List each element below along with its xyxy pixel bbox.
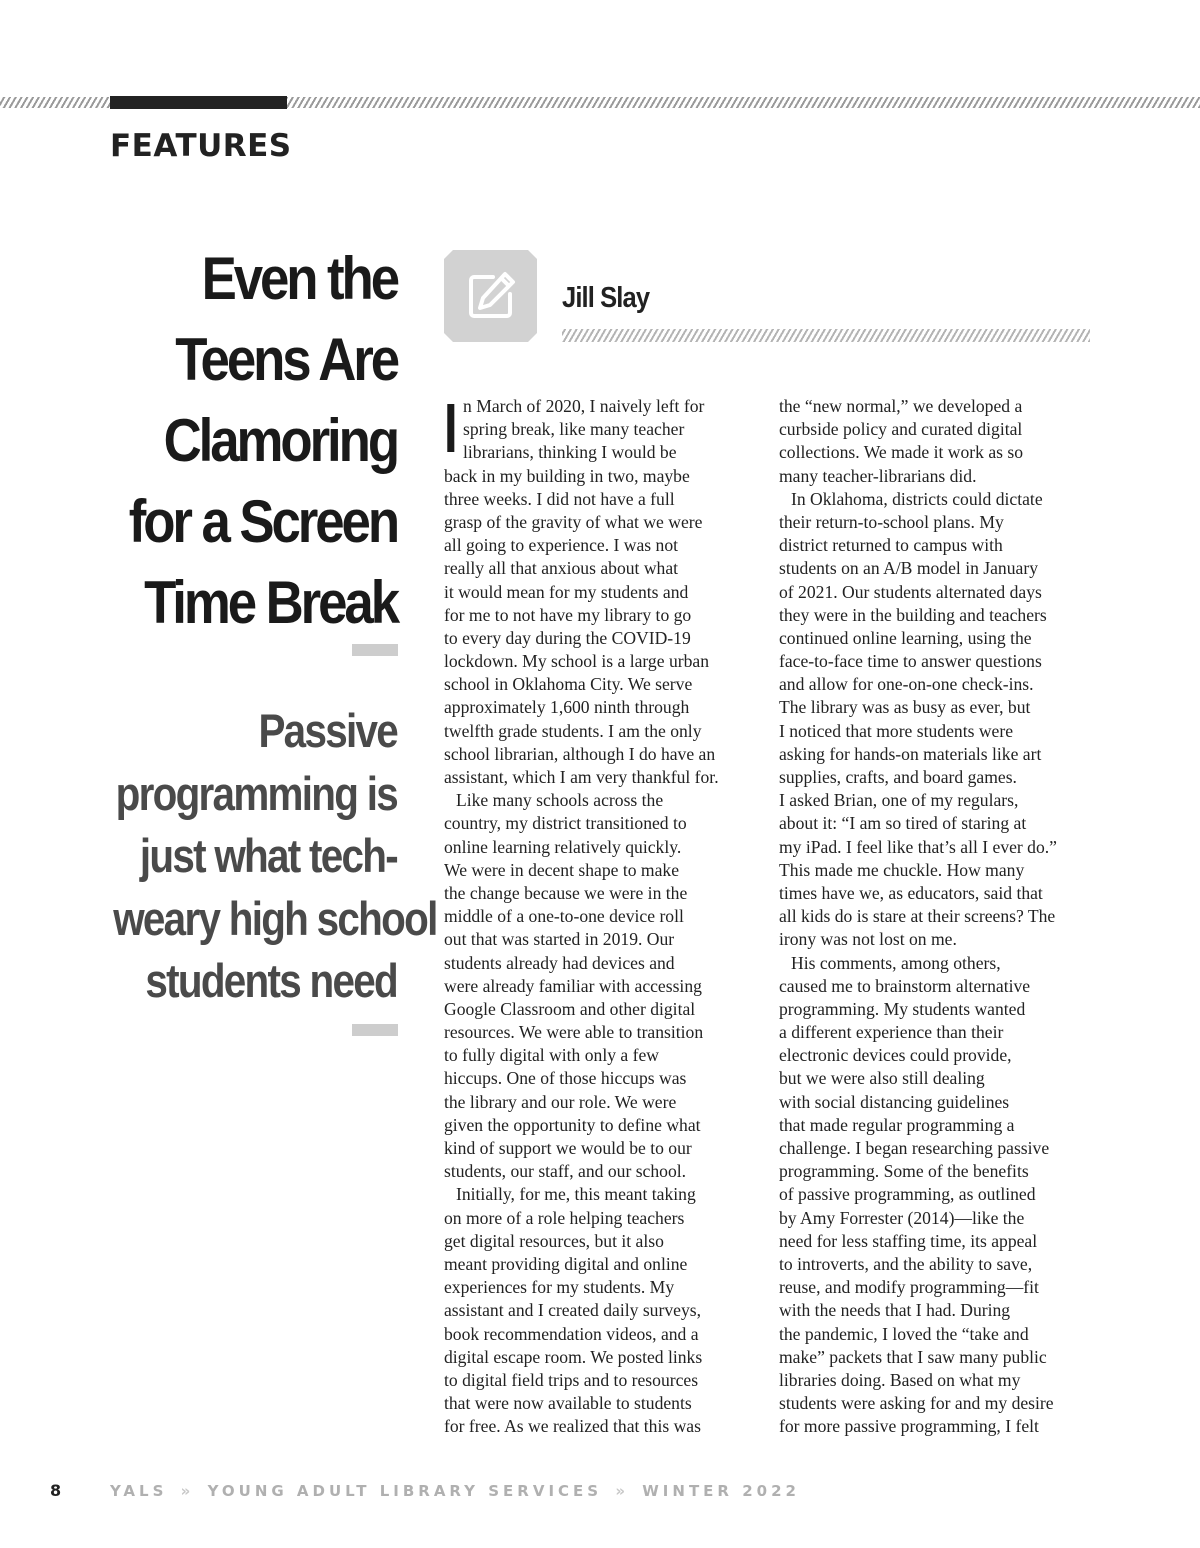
body-line: of passive programming, as outlined [779,1184,1036,1205]
page-footer [0,1478,1200,1504]
journal-name: YOUNG ADULT LIBRARY SERVICES [207,1482,603,1500]
body-line: that were now available to students [444,1393,692,1414]
body-line: for free. As we realized that this was [444,1416,701,1437]
body-line: back in my building in two, maybe [444,465,690,486]
subtitle-line: weary high school [113,891,437,945]
body-line: libraries doing. Based on what my [779,1369,1021,1390]
body-line: kind of support we would be to our [444,1138,692,1158]
subtitle-line: students need [145,954,397,1007]
body-line: students were asking for and my desire [779,1393,1054,1414]
body-line: irony was not lost on me. [779,929,957,950]
body-line: to fully digital with only a few [444,1045,659,1066]
author-name: Jill Slay [562,282,650,314]
body-line: continued online learning, using the [779,627,1032,648]
body-line: collections. We made it work as so [779,442,1024,463]
body-line: librarians, thinking I would be [463,442,677,463]
body-line: the “new normal,” we developed a [779,396,1023,416]
body-line: to introverts, and the ability to save, [779,1253,1033,1274]
article-title [107,238,397,643]
body-line: school librarian, although I do have an [444,743,716,764]
body-line: challenge. I began researching passive [779,1138,1050,1158]
body-line: all going to experience. I was not [444,535,679,556]
body-line: make” packets that I saw many public [779,1346,1047,1367]
body-line: face-to-face time to answer questions [779,651,1042,672]
body-line: programming. Some of the benefits [779,1161,1029,1182]
body-line: school in Oklahoma City. We serve [444,674,693,695]
body-line: the library and our role. We were [444,1091,677,1112]
body-line: their return-to-school plans. My [779,511,1004,532]
body-line: district returned to campus with [779,535,1003,556]
body-line: grasp of the gravity of what we were [444,511,703,532]
body-line: students on an A/B model in January [779,558,1038,579]
body-column-left [444,389,760,1438]
body-line: reuse, and modify programming—fit [779,1277,1039,1298]
body-line: really all that anxious about what [444,558,679,579]
body-line: experiences for my students. My [444,1277,675,1298]
body-line: book recommendation videos, and a [444,1323,699,1344]
subtitle-line: Passive [258,704,397,757]
body-line: were already familiar with accessing [444,975,702,996]
body-line: three weeks. I did not have a full [444,488,675,509]
body-line: and allow for one-on-one check-ins. [779,674,1034,695]
body-line: electronic devices could provide, [779,1045,1012,1066]
title-divider [352,644,398,656]
body-line: We were in decent shape to make [444,859,680,880]
body-line: The library was as busy as ever, but [779,697,1031,718]
subtitle-line: programming is [115,766,397,820]
body-line: the pandemic, I loved the “take and [779,1323,1029,1344]
body-line: my iPad. I feel like that’s all I ever do.” [779,836,1057,857]
body-column-right [779,395,1095,1438]
section-accent-bar [110,96,287,109]
body-line: of 2021. Our students alternated days [779,581,1042,602]
body-line: given the opportunity to define what [444,1114,701,1135]
body-line: all kids do is stare at their screens? The [779,906,1056,927]
body-line: Google Classroom and other digital [444,998,696,1019]
body-line: n March of 2020, I naively left for [463,396,705,416]
body-line: that made regular programming a [779,1114,1015,1135]
body-line: to every day during the COVID-19 [444,627,691,648]
issue-label: WINTER 2022 [642,1482,800,1500]
subtitle-line: just what tech- [139,829,397,882]
running-head [110,1478,800,1504]
body-line: I noticed that more students were [779,720,1014,741]
body-line: caused me to brainstorm alternative [779,975,1031,996]
body-line: they were in the building and teachers [779,604,1047,625]
body-line: it would mean for my students and [444,581,689,602]
body-line: programming. My students wanted [779,998,1026,1019]
body-line: I asked Brian, one of my regulars, [779,790,1019,811]
body-line: with social distancing guidelines [779,1091,1010,1112]
body-line: resources. We were able to transition [444,1022,704,1043]
body-line: about it: “I am so tired of staring at [779,813,1027,834]
body-line: out that was started in 2019. Our [444,929,675,950]
body-line: many teacher-librarians did. [779,465,977,486]
body-line: the change because we were in the [444,882,688,903]
body-line: digital escape room. We posted links [444,1346,703,1367]
body-line: middle of a one-to-one device roll [444,906,684,927]
body-line: curbside policy and curated digital [779,419,1023,440]
body-line: supplies, crafts, and board games. [779,767,1017,787]
edit-pencil-icon [444,250,537,342]
body-line: approximately 1,600 ninth through [444,697,690,718]
separator: » [615,1482,630,1500]
title-line: Clamoring [163,407,397,474]
body-line: twelfth grade students. I am the only [444,720,702,741]
body-line: by Amy Forrester (2014)—like the [779,1207,1025,1228]
title-line: Teens Are [175,326,397,393]
separator: » [180,1482,195,1500]
body-line: Like many schools across the [456,790,664,811]
title-line: Even the [201,245,397,312]
section-label: FEATURES [110,128,292,164]
article-subtitle [113,700,437,1013]
body-line: students already had devices and [444,952,675,973]
body-line: online learning relatively quickly. [444,836,682,857]
body-line: for me to not have my library to go [444,604,692,625]
body-line: His comments, among others, [791,952,1001,973]
body-line: with the needs that I had. During [779,1300,1011,1321]
body-line: get digital resources, but it also [444,1230,664,1251]
body-line: This made me chuckle. How many [779,859,1025,880]
edit-pencil-icon-graphic [463,268,519,324]
page-number: 8 [50,1481,62,1500]
publication-abbrev: YALS [110,1482,168,1500]
body-line: on more of a role helping teachers [444,1207,685,1228]
body-line: to digital field trips and to resources [444,1369,699,1390]
title-line: Time Break [144,569,397,636]
body-line: a different experience than their [779,1022,1004,1043]
drop-cap: I [444,389,458,467]
body-line: but we were also still dealing [779,1068,985,1089]
body-line: assistant and I created daily surveys, [444,1300,701,1321]
body-line: asking for hands-on materials like art [779,743,1042,764]
body-line: spring break, like many teacher [463,419,685,440]
body-line: hiccups. One of those hiccups was [444,1068,687,1089]
subtitle-divider [352,1024,398,1036]
body-line: for more passive programming, I felt [779,1416,1039,1437]
body-line: times have we, as educators, said that [779,882,1043,903]
author-hatch-rule [562,329,1090,342]
body-line: need for less staffing time, its appeal [779,1230,1038,1251]
body-line: lockdown. My school is a large urban [444,651,709,672]
body-line: country, my district transitioned to [444,813,687,834]
body-line: assistant, which I am very thankful for. [444,767,719,787]
body-line: meant providing digital and online [444,1253,688,1274]
title-line: for a Screen [128,488,397,555]
body-line: students, our staff, and our school. [444,1161,687,1182]
body-line: In Oklahoma, districts could dictate [791,488,1043,509]
body-line: Initially, for me, this meant taking [456,1184,696,1205]
